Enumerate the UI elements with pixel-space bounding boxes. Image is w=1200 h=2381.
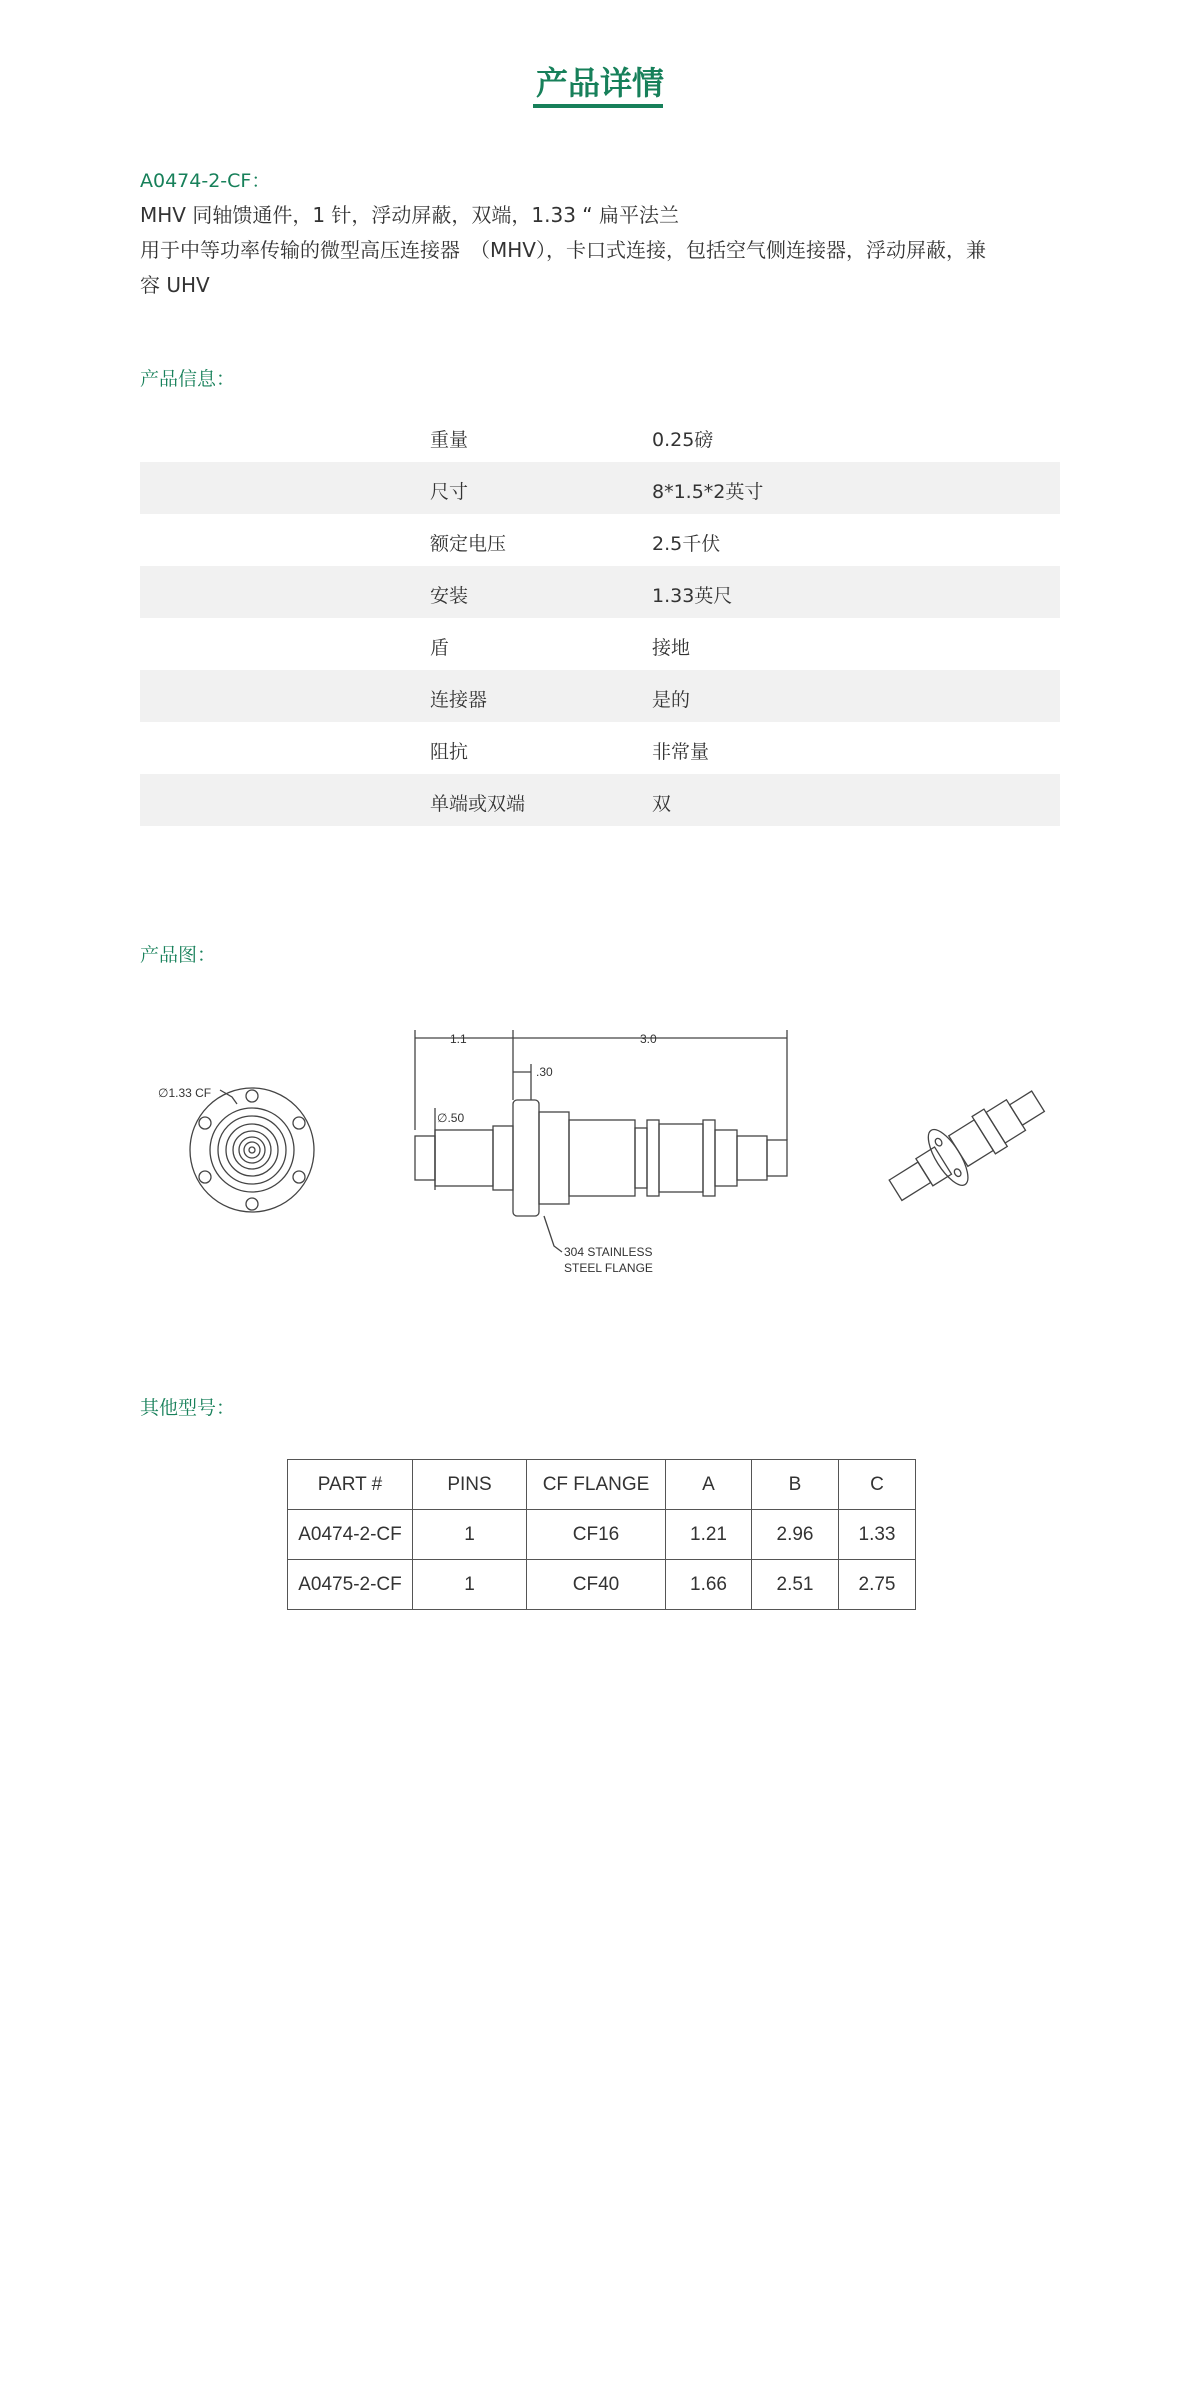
- product-info-table: [140, 410, 1060, 826]
- dim-2-label: 3.0: [640, 1032, 657, 1046]
- table-cell: 2.96: [752, 1510, 839, 1560]
- table-cell: CF40: [527, 1560, 666, 1610]
- info-value: 0.25磅: [652, 429, 714, 451]
- product-drawing: [140, 1000, 1060, 1300]
- dim-flange-label: ∅1.33 CF: [158, 1086, 212, 1100]
- info-key: 尺寸: [430, 481, 469, 503]
- info-value: 非常量: [652, 741, 710, 763]
- info-row: [140, 514, 1060, 566]
- note-line-1: 304 STAINLESS: [564, 1245, 653, 1259]
- product-code-label: A0474-2-CF：: [140, 170, 271, 192]
- product-drawing-label: 产品图：: [140, 944, 217, 966]
- table-cell: CF16: [527, 1510, 666, 1560]
- flange-front-view: [190, 1088, 314, 1212]
- table-row: [288, 1510, 916, 1560]
- header-cell: PINS: [413, 1460, 527, 1510]
- desc-line-2: 用于中等功率传输的微型高压连接器 （MHV），卡口式连接，包括空气侧连接器，浮动屏蔽，兼: [140, 238, 986, 262]
- table-header-row: [288, 1460, 916, 1510]
- table-cell: A0474-2-CF: [288, 1510, 413, 1560]
- info-key: 重量: [430, 429, 469, 451]
- page-title: 产品详情: [535, 64, 664, 102]
- header-cell: PART #: [288, 1460, 413, 1510]
- header-cell: C: [839, 1460, 916, 1510]
- table-cell: 2.75: [839, 1560, 916, 1610]
- header-cell: CF FLANGE: [527, 1460, 666, 1510]
- info-key: 盾: [430, 637, 450, 659]
- feedthrough-iso-view: [879, 1074, 1055, 1217]
- info-row: [140, 462, 1060, 514]
- info-row: [140, 774, 1060, 826]
- info-key: 单端或双端: [430, 793, 526, 815]
- desc-line-3: 容 UHV: [140, 273, 210, 297]
- other-models-label: 其他型号：: [140, 1397, 236, 1419]
- info-value: 双: [652, 793, 672, 815]
- info-row: [140, 722, 1060, 774]
- info-key: 阻抗: [430, 741, 469, 763]
- table-cell: 1.66: [666, 1560, 752, 1610]
- table-cell: 1.33: [839, 1510, 916, 1560]
- product-description: [140, 198, 1060, 303]
- info-value: 8*1.5*2英寸: [652, 481, 764, 503]
- other-models-table: [287, 1459, 916, 1610]
- info-row: [140, 566, 1060, 618]
- info-row: [140, 410, 1060, 462]
- desc-line-1: MHV 同轴馈通件，1 针，浮动屏蔽，双端，1.33 “ 扁平法兰: [140, 203, 680, 227]
- info-row: [140, 618, 1060, 670]
- info-row: [140, 670, 1060, 722]
- info-value: 接地: [652, 637, 691, 659]
- note-line-2: STEEL FLANGE: [564, 1261, 653, 1275]
- table-row: [288, 1560, 916, 1610]
- info-key: 安装: [430, 585, 469, 607]
- dim-1-label: 1.1: [450, 1032, 467, 1046]
- dim-3-label: .30: [536, 1065, 553, 1079]
- table-cell: 1.21: [666, 1510, 752, 1560]
- product-info-label: 产品信息：: [140, 368, 236, 390]
- info-value: 是的: [652, 689, 691, 711]
- info-value: 2.5千伏: [652, 533, 721, 555]
- title-underline: [533, 104, 663, 108]
- feedthrough-side-view: [415, 1030, 787, 1252]
- table-cell: A0475-2-CF: [288, 1560, 413, 1610]
- info-key: 额定电压: [430, 533, 507, 555]
- table-cell: 2.51: [752, 1560, 839, 1610]
- dim-4-label: ∅.50: [437, 1111, 465, 1125]
- table-cell: 1: [413, 1510, 527, 1560]
- header-cell: B: [752, 1460, 839, 1510]
- info-value: 1.33英尺: [652, 585, 733, 607]
- header-cell: A: [666, 1460, 752, 1510]
- info-key: 连接器: [430, 689, 488, 711]
- table-cell: 1: [413, 1560, 527, 1610]
